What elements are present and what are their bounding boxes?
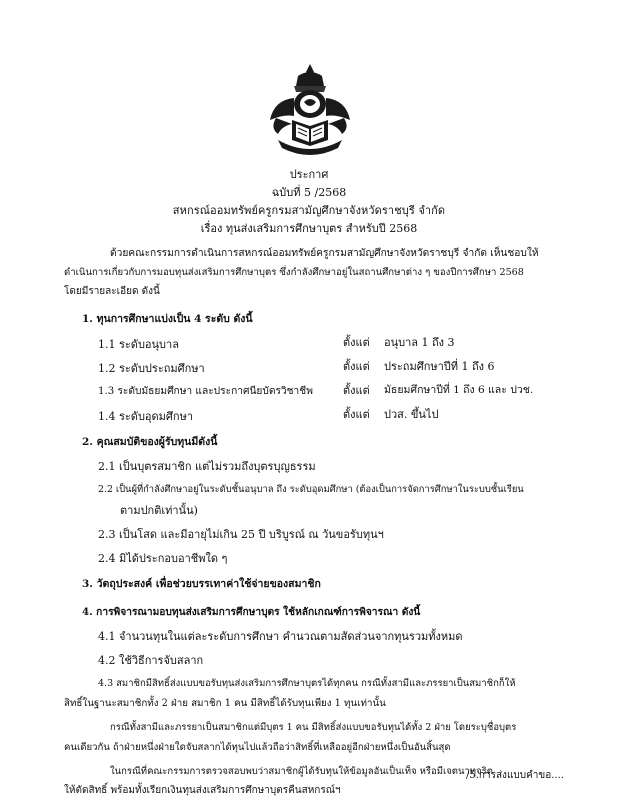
announcement-title: ประกาศ <box>289 168 329 181</box>
section-4-item-continuation: สิทธิ์ในฐานะสมาชิกทั้ง 2 ฝ่าย สมาชิก 1 คน มีสิทธิ์ได้รับทุนเพียง 1 ทุนเท่านั้น <box>64 698 386 709</box>
announcement-number: ฉบับที่ 5 /2568 <box>271 186 347 199</box>
section-1-item-range: อนุบาล 1 ถึง 3 <box>384 336 455 349</box>
section-4-item: 4.1 จำนวนทุนในแต่ละระดับการศึกษา คำนวณตามสัดส่วนจากทุนรวมทั้งหมด <box>98 630 463 643</box>
announcement-subject: เรื่อง ทุนส่งเสริมการศึกษาบุตร สำหรับปี 2568 <box>200 222 418 235</box>
section-1-item-range: มัธยมศึกษาปีที่ 1 ถึง 6 และ ปวช. <box>384 384 534 396</box>
section-2-item-continuation: ตามปกติเท่านั้น) <box>120 504 198 517</box>
section-2-item: 2.3 เป็นโสด และมีอายุไม่เกิน 25 ปี บริบูรณ์ ณ วันขอรับทุนฯ <box>98 528 384 541</box>
intro-line-2: ดำเนินการเกี่ยวกับการมอบทุนส่งเสริมการศึกษาบุตร ซึ่งกำลังศึกษาอยู่ในสถานศึกษาต่าง ๆ ของปีการศึกษา 2568 <box>64 267 524 278</box>
section-1-item-label: 1.2 ระดับประถมศึกษา <box>98 362 205 375</box>
section-2-heading: 2. คุณสมบัติของผู้รับทุนมีดังนี้ <box>82 436 218 448</box>
intro-line-1: ด้วยคณะกรรมการดำเนินการสหกรณ์ออมทรัพย์ครูกรมสามัญศึกษาจังหวัดราชบุรี จำกัด เห็นชอบให้ <box>110 248 539 259</box>
section-4-item: 4.3 สมาชิกมีสิทธิ์ส่งแบบขอรับทุนส่งเสริมการศึกษาบุตรได้ทุกคน กรณีทั้งสามีและภรรยาเป็นสมาชิกก็ให้ <box>98 678 516 689</box>
section-4-paragraph: ในกรณีที่คณะกรรมการตรวจสอบพบว่าสมาชิกผู้ได้รับทุนให้ข้อมูลอันเป็นเท็จ หรือมีเจตนาทุจริต <box>110 766 493 777</box>
section-1-item-label: 1.1 ระดับอนุบาล <box>98 338 179 351</box>
section-1-item-range: ประถมศึกษาปีที่ 1 ถึง 6 <box>384 360 495 373</box>
organization-name: สหกรณ์ออมทรัพย์ครูกรมสามัญศึกษาจังหวัดราชบุรี จำกัด <box>172 204 446 217</box>
section-1-item-range: ปวส. ขึ้นไป <box>384 408 439 421</box>
section-3-heading: 3. วัตถุประสงค์ เพื่อช่วยบรรเทาค่าใช้จ่ายของสมาชิก <box>82 578 321 590</box>
section-2-item: 2.2 เป็นผู้ที่กำลังศึกษาอยู่ในระดับชั้นอนุบาล ถึง ระดับอุดมศึกษา (ต้องเป็นการจัดการศึกษาในระบบชั้นเรียน <box>98 484 524 495</box>
section-1-item-from: ตั้งแต่ <box>343 384 370 397</box>
section-4-paragraph-continuation: คนเดียวกัน ถ้าฝ่ายหนึ่งฝ่ายใดจับสลากได้ทุนไปแล้วถือว่าสิทธิ์ที่เหลืออยู่อีกฝ่ายหนึ่งเป็นอันสิ้นสุด <box>64 742 451 753</box>
intro-line-3: โดยมีรายละเอียด ดังนี้ <box>64 286 160 297</box>
section-1-item-from: ตั้งแต่ <box>343 336 370 349</box>
section-4-heading: 4. การพิจารณามอบทุนส่งเสริมการศึกษาบุตร ใช้หลักเกณฑ์การพิจารณา ดังนี้ <box>82 606 421 618</box>
section-1-item-label: 1.3 ระดับมัธยมศึกษา และประกาศนียบัตรวิชาชีพ <box>98 386 313 397</box>
section-2-item: 2.4 มิได้ประกอบอาชีพใด ๆ <box>98 552 228 565</box>
section-1-item-from: ตั้งแต่ <box>343 408 370 421</box>
section-4-paragraph-continuation: ให้ตัดสิทธิ์ พร้อมทั้งเรียกเงินทุนส่งเสริมการศึกษาบุตรคืนสหกรณ์ฯ <box>64 785 341 796</box>
section-2-item: 2.1 เป็นบุตรสมาชิก แต่ไม่รวมถึงบุตรบุญธรรม <box>98 460 316 473</box>
page-continuation: /5.การส่งแบบคำขอ.... <box>466 770 564 781</box>
section-4-item: 4.2 ใช้วิธีการจับสลาก <box>98 654 204 667</box>
cooperative-seal-logo <box>264 62 356 158</box>
section-4-paragraph: กรณีทั้งสามีและภรรยาเป็นสมาชิกแต่มีบุตร 1 คน มีสิทธิ์ส่งแบบขอรับทุนได้ทั้ง 2 ฝ่าย โดยระบุชื่อบุตร <box>110 722 517 733</box>
section-1-item-label: 1.4 ระดับอุดมศึกษา <box>98 410 194 423</box>
section-1-heading: 1. ทุนการศึกษาแบ่งเป็น 4 ระดับ ดังนี้ <box>82 313 253 325</box>
section-1-item-from: ตั้งแต่ <box>343 360 370 373</box>
